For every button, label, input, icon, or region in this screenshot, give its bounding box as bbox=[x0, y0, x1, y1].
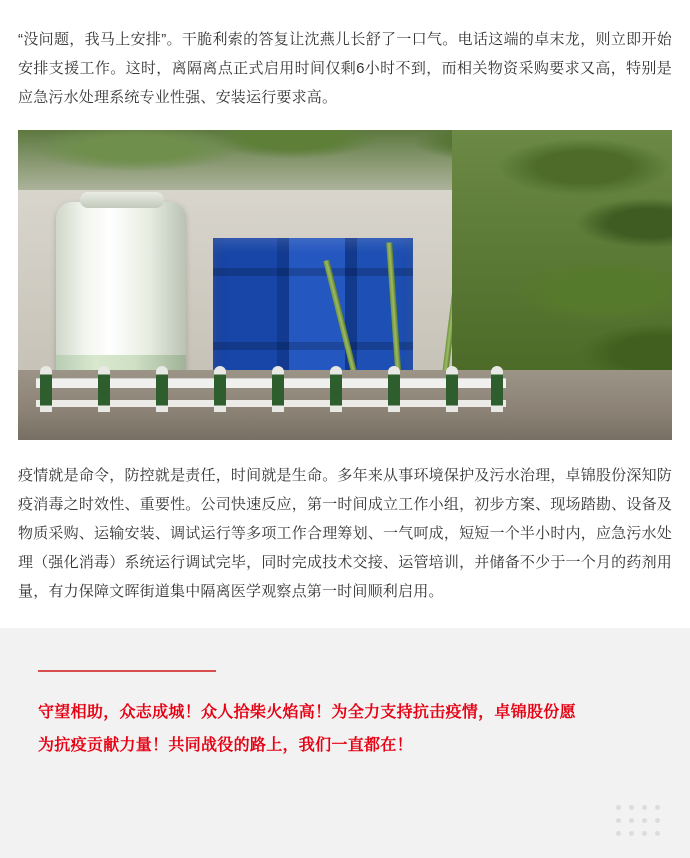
fence-post bbox=[40, 366, 52, 412]
article-figure bbox=[18, 130, 672, 440]
decor-dot bbox=[616, 818, 621, 823]
fence-post bbox=[214, 366, 226, 412]
decor-dot bbox=[616, 805, 621, 810]
footer-slogan bbox=[38, 696, 654, 762]
article-paragraph-2: 疫情就是命令，防控就是责任，时间就是生命。多年来从事环境保护及污水治理，卓锦股份深知防疫消毒之时效性、重要性。公司快速反应，第一时间成立工作小组，初步方案、现场踏勘、设备及物质采购、运输安装、调试运行等多项工作合理筹划、一气呵成，短短一个半小时内，应急污水处理（强化消毒）系统运行调试完毕，同时完成技术交接、运管培训，并储备不少于一个月的药剂用量，有力保障文晖街道集中隔离医学观察点第一时间顺利启用。 bbox=[18, 467, 672, 600]
fence-post bbox=[388, 366, 400, 412]
tank-lid bbox=[80, 192, 164, 208]
decor-dot bbox=[629, 805, 634, 810]
fence-post bbox=[330, 366, 342, 412]
decor-dot bbox=[642, 805, 647, 810]
decor-dot bbox=[655, 831, 660, 836]
garden-fence bbox=[36, 366, 506, 412]
article-page bbox=[0, 15, 690, 858]
decor-dot bbox=[642, 818, 647, 823]
article-paragraph-1: “没问题，我马上安排”。干脆利索的答复让沈燕儿长舒了一口气。电话这端的卓末龙，则立即开始安排支援工作。这时，离隔离点正式启用时间仅剩6小时不到，而相关物资采购要求又高，特别是应急污水处理系统专业性强、安装运行要求高。 bbox=[18, 31, 672, 106]
fence-post bbox=[446, 366, 458, 412]
footer-divider bbox=[38, 670, 216, 672]
fence-post bbox=[272, 366, 284, 412]
fence-post bbox=[491, 366, 503, 412]
decor-dot bbox=[629, 831, 634, 836]
decor-dot bbox=[629, 818, 634, 823]
decor-dot bbox=[655, 818, 660, 823]
decor-dot bbox=[642, 831, 647, 836]
decorative-dot-grid bbox=[616, 805, 662, 836]
fence-post bbox=[156, 366, 168, 412]
decor-dot bbox=[655, 805, 660, 810]
site-photo bbox=[18, 130, 672, 440]
decor-dot bbox=[616, 831, 621, 836]
slogan-line-1: 守望相助，众志成城！众人拾柴火焰高！为全力支持抗击疫情，卓锦股份愿 bbox=[38, 704, 576, 721]
footer-banner bbox=[0, 628, 690, 858]
fence-post bbox=[98, 366, 110, 412]
slogan-line-2: 为抗疫贡献力量！共同战役的路上，我们一直都在！ bbox=[38, 737, 413, 754]
